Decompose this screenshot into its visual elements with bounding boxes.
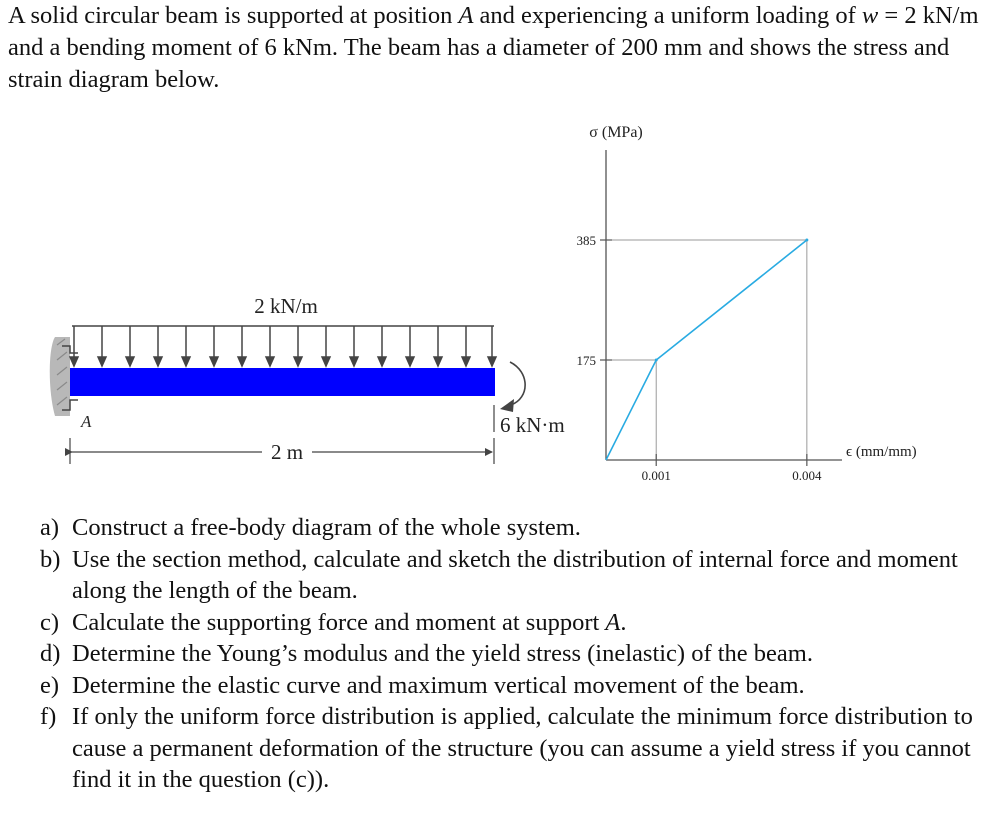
- intro-text-1: A solid circular beam is supported at position: [8, 2, 459, 29]
- wall-support: [50, 337, 70, 416]
- question-label: e): [40, 671, 60, 699]
- question-text: Use the section method, calculate and sketch the distribution of internal force and moment along the length of the beam.: [72, 545, 958, 604]
- stress-strain-curve: [606, 240, 807, 460]
- question-list: [40, 512, 990, 796]
- moment-arrowhead: [500, 399, 514, 412]
- data-point: [805, 239, 808, 242]
- load-label: 2 kN/m: [254, 294, 318, 318]
- question-d: [40, 638, 990, 670]
- moment-arc: [510, 362, 525, 405]
- question-text: Calculate the supporting force and moment at support: [72, 608, 606, 636]
- y-tick-label: 385: [576, 233, 596, 248]
- y-axis-label: σ (MPa): [589, 124, 643, 141]
- question-label: a): [40, 514, 60, 541]
- support-label: A: [81, 412, 92, 431]
- beam-diagram: [50, 294, 565, 464]
- question-f: [40, 701, 990, 796]
- question-label: c): [40, 608, 60, 636]
- question-label: d): [40, 640, 61, 667]
- x-tick-label: 0.001: [641, 468, 671, 483]
- w-symbol: w: [861, 2, 879, 29]
- support-ref: A: [458, 2, 474, 29]
- beam: [70, 368, 495, 396]
- question-text: Determine the Young’s modulus and the yield stress (inelastic) of the beam.: [72, 640, 813, 667]
- data-point: [655, 359, 658, 362]
- question-label: b): [40, 545, 61, 573]
- intro-text-2: and experiencing a uniform loading of: [473, 2, 862, 29]
- intro-text-3: = 2 kN/m and a bending moment of 6 kNm. The beam has a diameter of 200 mm and shows the stress and strain diagram below.: [8, 2, 979, 93]
- question-text: Determine the elastic curve and maximum vertical movement of the beam.: [72, 671, 805, 699]
- question-text: Construct a free-body diagram of the whole system.: [72, 514, 581, 541]
- question-text: If only the uniform force distribution is applied, calculate the minimum force distribution to cause a permanent deformation of the structure (you can assume a yield stress if you cannot find it in the question (c)).: [72, 703, 973, 793]
- question-label: f): [40, 703, 57, 730]
- question-support-ref: A: [605, 608, 621, 636]
- question-a: [40, 512, 990, 544]
- x-tick-label: 0.004: [792, 468, 822, 483]
- length-label: 2 m: [270, 440, 304, 464]
- question-c: [40, 607, 990, 639]
- moment-label: 6 kN·m: [500, 413, 565, 437]
- x-axis-label: ϵ (mm/mm): [846, 444, 917, 460]
- question-text-end: .: [620, 608, 627, 636]
- question-e: [40, 670, 990, 702]
- load-arrows: [70, 326, 496, 366]
- question-b: [40, 544, 990, 607]
- y-tick-label: 175: [576, 353, 596, 368]
- stress-strain-chart: [577, 124, 917, 483]
